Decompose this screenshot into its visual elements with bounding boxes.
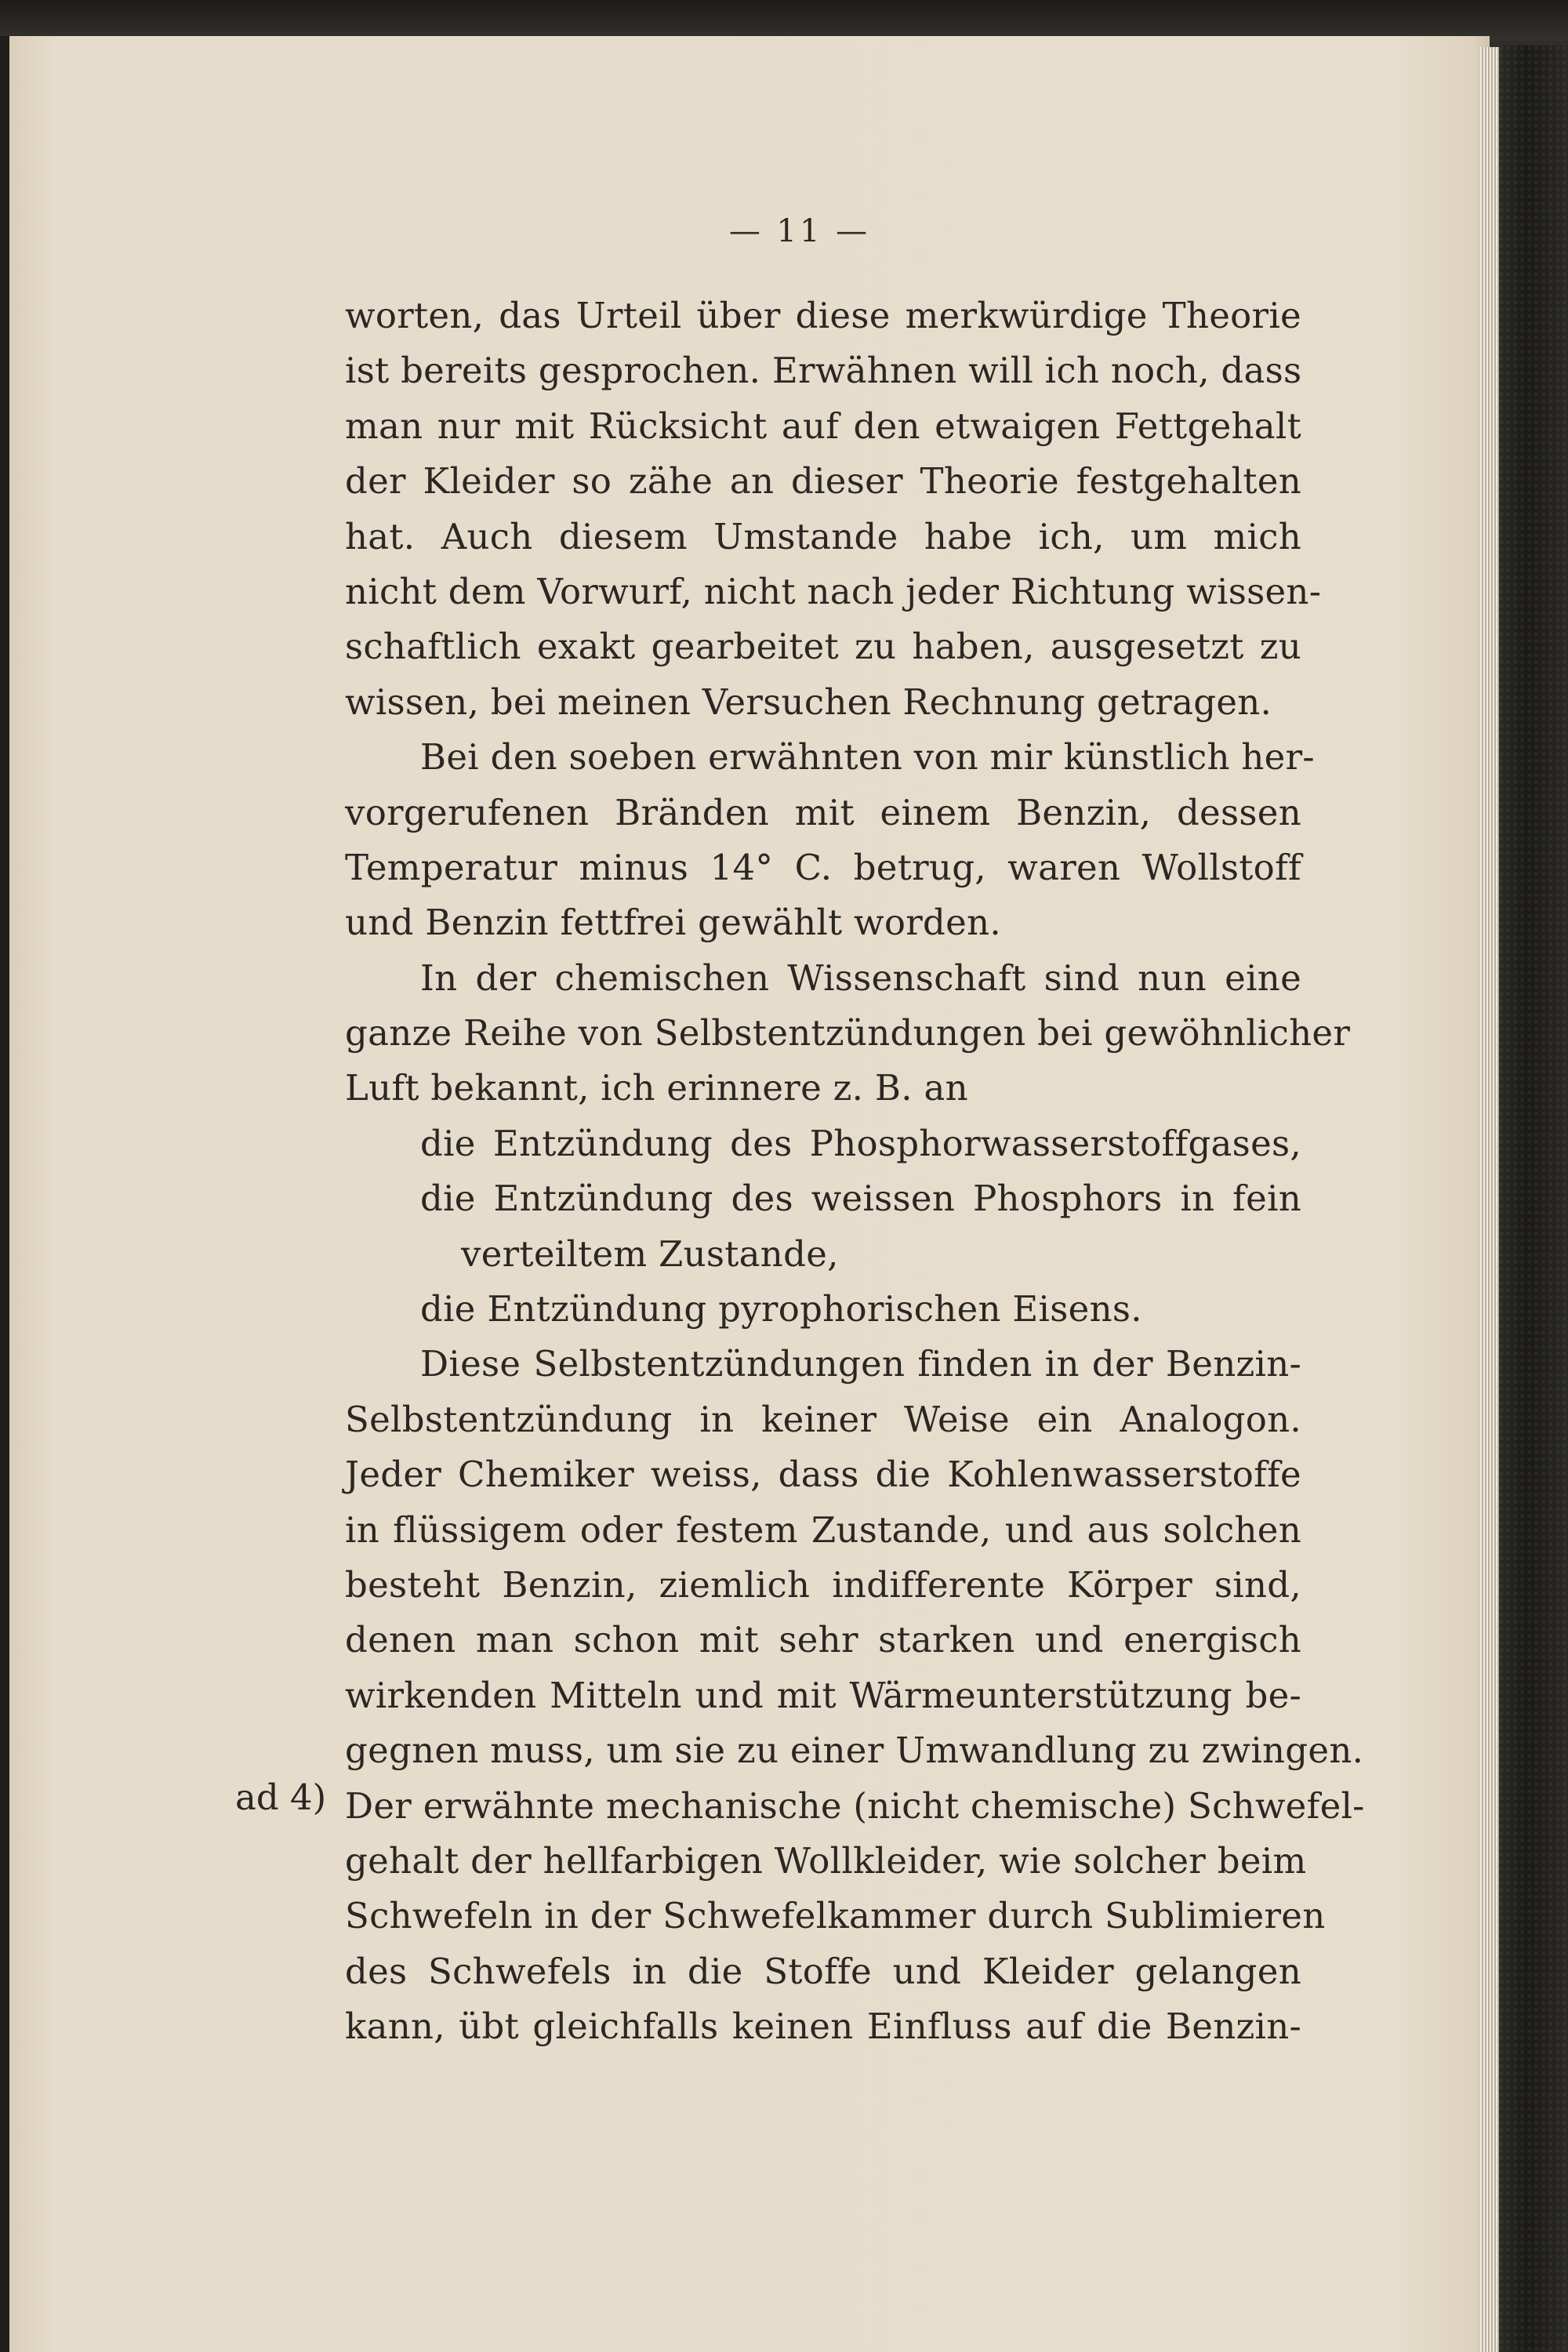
text-line: besteht Benzin, ziemlich indifferente Körper sind, — [345, 1563, 1301, 1606]
book-cover-edge — [1499, 45, 1568, 2352]
text-line: nicht dem Vorwurf, nicht nach jeder Richtung wissen- — [345, 570, 1322, 612]
text-line: die Entzündung des Phosphorwasserstoffgases, — [420, 1122, 1301, 1164]
page-left-edge — [0, 36, 9, 2352]
margin-note-ad-4: ad 4) — [235, 1777, 327, 1818]
text-line: in flüssigem oder festem Zustande, und aus solchen — [345, 1508, 1301, 1551]
text-line: des Schwefels in die Stoffe und Kleider gelangen — [345, 1950, 1301, 1992]
text-line: ist bereits gesprochen. Erwähnen will ich noch, dass — [345, 350, 1302, 392]
text-line: kann, übt gleichfalls keinen Einfluss auf die Benzin- — [345, 2005, 1301, 2048]
text-line: gegnen muss, um sie zu einer Umwandlung zu zwingen. — [345, 1730, 1364, 1772]
text-line: Temperatur minus 14° C. betrug, waren Wollstoff — [345, 846, 1301, 888]
page-number-header — [0, 213, 1490, 249]
text-line: schaftlich exakt gearbeitet zu haben, ausgesetzt zu — [345, 626, 1301, 668]
body-text — [345, 289, 1365, 2055]
text-line: der Kleider so zähe an dieser Theorie festgehalten — [345, 460, 1301, 503]
text-line: Der erwähnte mechanische (nicht chemische) Schwefel- — [345, 1784, 1365, 1827]
text-line: die Entzündung pyrophorischen Eisens. — [420, 1288, 1142, 1330]
text-line: hat. Auch diesem Umstande habe ich, um mich — [345, 515, 1301, 557]
text-line: Jeder Chemiker weiss, dass die Kohlenwasserstoffe — [345, 1454, 1301, 1496]
text-line: denen man schon mit sehr starken und energisch — [345, 1619, 1301, 1661]
text-line: Bei den soeben erwähnten von mir künstlich her- — [420, 736, 1315, 779]
text-line: Schwefeln in der Schwefelkammer durch Sublimieren — [345, 1895, 1326, 1937]
text-line: vorgerufenen Bränden mit einem Benzin, dessen — [345, 791, 1301, 833]
scan-top-shadow — [0, 0, 1568, 41]
text-line: verteiltem Zustande, — [461, 1232, 839, 1275]
text-line: wirkenden Mitteln und mit Wärmeunterstützung be- — [345, 1674, 1301, 1716]
text-line: ganze Reihe von Selbstentzündungen bei gewöhnlicher — [345, 1012, 1351, 1054]
text-line: In der chemischen Wissenschaft sind nun eine — [420, 956, 1301, 999]
text-line: man nur mit Rücksicht auf den etwaigen Fettgehalt — [345, 405, 1301, 447]
text-line: Luft bekannt, ich erinnere z. B. an — [345, 1067, 968, 1109]
text-line: die Entzündung des weissen Phosphors in fein — [420, 1178, 1301, 1220]
text-line: gehalt der hellfarbigen Wollkleider, wie solcher beim — [345, 1839, 1307, 1882]
page-stack-edges — [1480, 47, 1499, 2352]
page-number: — 11 — — [728, 213, 871, 249]
text-line: Selbstentzündung in keiner Weise ein Analogon. — [345, 1398, 1301, 1440]
text-line: und Benzin fettfrei gewählt worden. — [345, 902, 1001, 944]
text-line: Diese Selbstentzündungen finden in der Benzin- — [420, 1343, 1301, 1385]
text-line: wissen, bei meinen Versuchen Rechnung getragen. — [345, 681, 1272, 723]
text-line: worten, das Urteil über diese merkwürdige Theorie — [345, 295, 1301, 336]
